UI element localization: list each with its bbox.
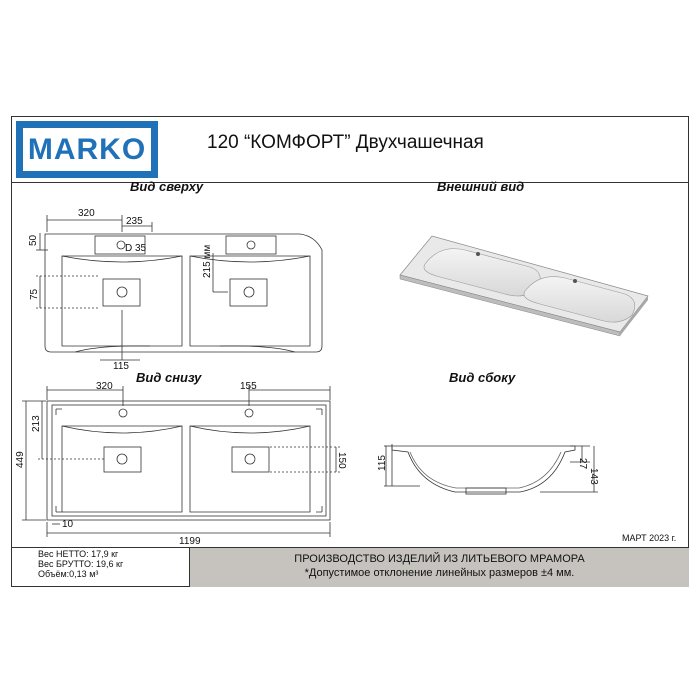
dim-bottom-1199: 1199 [179,536,201,547]
dim-top-235: 235 [126,216,143,227]
footer-main-text: ПРОИЗВОДСТВО ИЗДЕЛИЙ ИЗ ЛИТЬЕВОГО МРАМОРА [294,553,585,565]
dim-side-115: 115 [377,455,388,471]
dim-top-d35: D 35 [125,243,147,254]
page-title: 120 “КОМФОРТ” Двухчашечная [207,132,484,153]
dim-side-143: 143 [588,468,599,485]
specs-block [11,547,190,587]
caption-top-view: Вид сверху [130,179,204,194]
dim-bottom-10: 10 [62,519,74,530]
logo-text: MARKO [27,132,147,166]
dim-top-115: 115 [113,361,129,372]
dim-top-215: 215 мм [202,244,213,278]
spec-net-weight: Вес НЕТТО: 17,9 кг [38,549,119,559]
dim-top-75: 75 [29,288,40,300]
dim-top-50: 50 [28,234,39,246]
side-view-drawing [384,444,598,494]
dim-bottom-449: 449 [15,451,26,468]
dim-bottom-320: 320 [96,381,113,392]
dim-bottom-155: 155 [240,381,257,392]
bottom-view-drawing [22,386,340,537]
exterior-view-drawing [400,236,648,336]
dim-top-320: 320 [78,208,95,219]
footer-note-text: *Допустимое отклонение линейных размеров ±4 мм. [304,567,575,579]
spec-gross-weight: Вес БРУТТО: 19,6 кг [38,559,124,569]
caption-bottom-view: Вид снизу [136,370,202,385]
spec-volume: Объём:0,13 м³ [38,569,99,579]
footer-banner [190,548,689,587]
dim-bottom-213: 213 [31,415,42,432]
caption-exterior-view: Внешний вид [437,179,525,194]
top-view-drawing [36,215,322,360]
dim-bottom-150: 150 [336,452,347,469]
dim-side-27: 27 [577,458,588,470]
date-label: МАРТ 2023 г. [622,533,677,543]
caption-side-view: Вид сбоку [449,370,516,385]
